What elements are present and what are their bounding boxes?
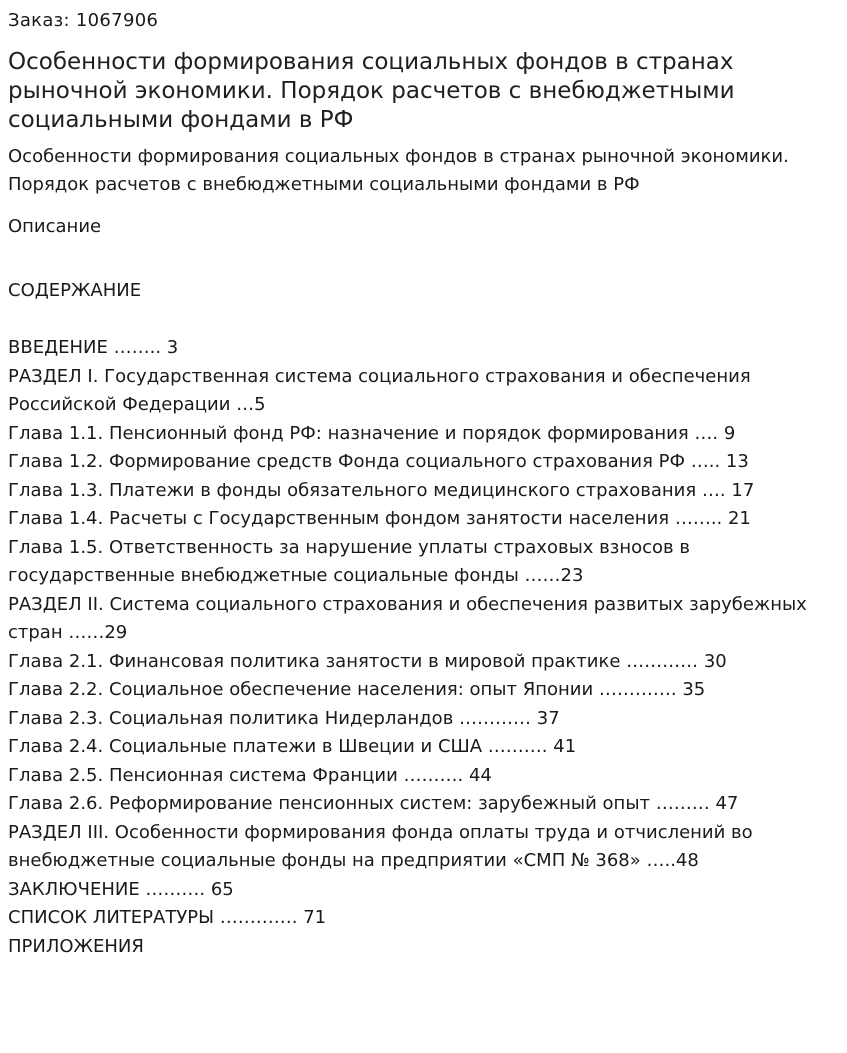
toc-item-chapter-2-4: Глава 2.4. Социальные платежи в Швеции и США ………. 41	[8, 736, 577, 757]
toc-item-conclusion: ЗАКЛЮЧЕНИЕ ………. 65	[8, 878, 234, 900]
toc-item-chapter-2-3: Глава 2.3. Социальная политика Нидерландов ………… 37	[8, 707, 560, 729]
page-title: Особенности формирования социальных фондов в странах рыночной экономики. Порядок расчетов с внебюджетными социальными фондами в РФ	[8, 49, 735, 133]
table-of-contents	[8, 277, 839, 961]
toc-list	[8, 334, 839, 961]
toc-heading: СОДЕРЖАНИЕ	[8, 280, 142, 301]
page-subtitle: Особенности формирования социальных фондов в странах рыночной экономики. Порядок расчетов с внебюджетными социальными фондами в РФ	[8, 146, 789, 195]
toc-item-chapter-2-1: Глава 2.1. Финансовая политика занятости в мировой практике ………… 30	[8, 650, 727, 672]
toc-item-chapter-1-4: Глава 1.4. Расчеты с Государственным фондом занятости населения …….. 21	[8, 508, 751, 529]
toc-item-chapter-1-2: Глава 1.2. Формирование средств Фонда социального страхования РФ ….. 13	[8, 451, 749, 472]
toc-item-chapter-2-2: Глава 2.2. Социальное обеспечение населения: опыт Японии …………. 35	[8, 679, 706, 700]
toc-item-chapter-1-3: Глава 1.3. Платежи в фонды обязательного медицинского страхования …. 17	[8, 479, 755, 501]
description-label: Описание	[8, 216, 102, 237]
toc-item-section-2: РАЗДЕЛ II. Система социального страхования и обеспечения развитых зарубежных стран ……29	[8, 593, 807, 643]
toc-item-references: СПИСОК ЛИТЕРАТУРЫ …………. 71	[8, 907, 327, 928]
toc-item-chapter-1-5: Глава 1.5. Ответственность за нарушение уплаты страховых взносов в государственные внебюджетные социальные фонды ……23	[8, 536, 690, 586]
toc-item-introduction: ВВЕДЕНИЕ …….. 3	[8, 337, 179, 358]
toc-item-chapter-2-6: Глава 2.6. Реформирование пенсионных систем: зарубежный опыт ……… 47	[8, 793, 739, 814]
toc-item-chapter-1-1: Глава 1.1. Пенсионный фонд РФ: назначение и порядок формирования …. 9	[8, 422, 736, 444]
toc-item-section-3: РАЗДЕЛ III. Особенности формирования фонда оплаты труда и отчислений во внебюджетные социальные фонды на предприятии «СМП № 368» …..48	[8, 821, 753, 871]
order-number: Заказ: 1067906	[8, 10, 159, 31]
toc-item-chapter-2-5: Глава 2.5. Пенсионная система Франции ………. 44	[8, 764, 492, 786]
toc-item-appendices: ПРИЛОЖЕНИЯ	[8, 935, 144, 957]
toc-item-section-1: РАЗДЕЛ I. Государственная система социального страхования и обеспечения Российской Федерации …5	[8, 365, 751, 415]
